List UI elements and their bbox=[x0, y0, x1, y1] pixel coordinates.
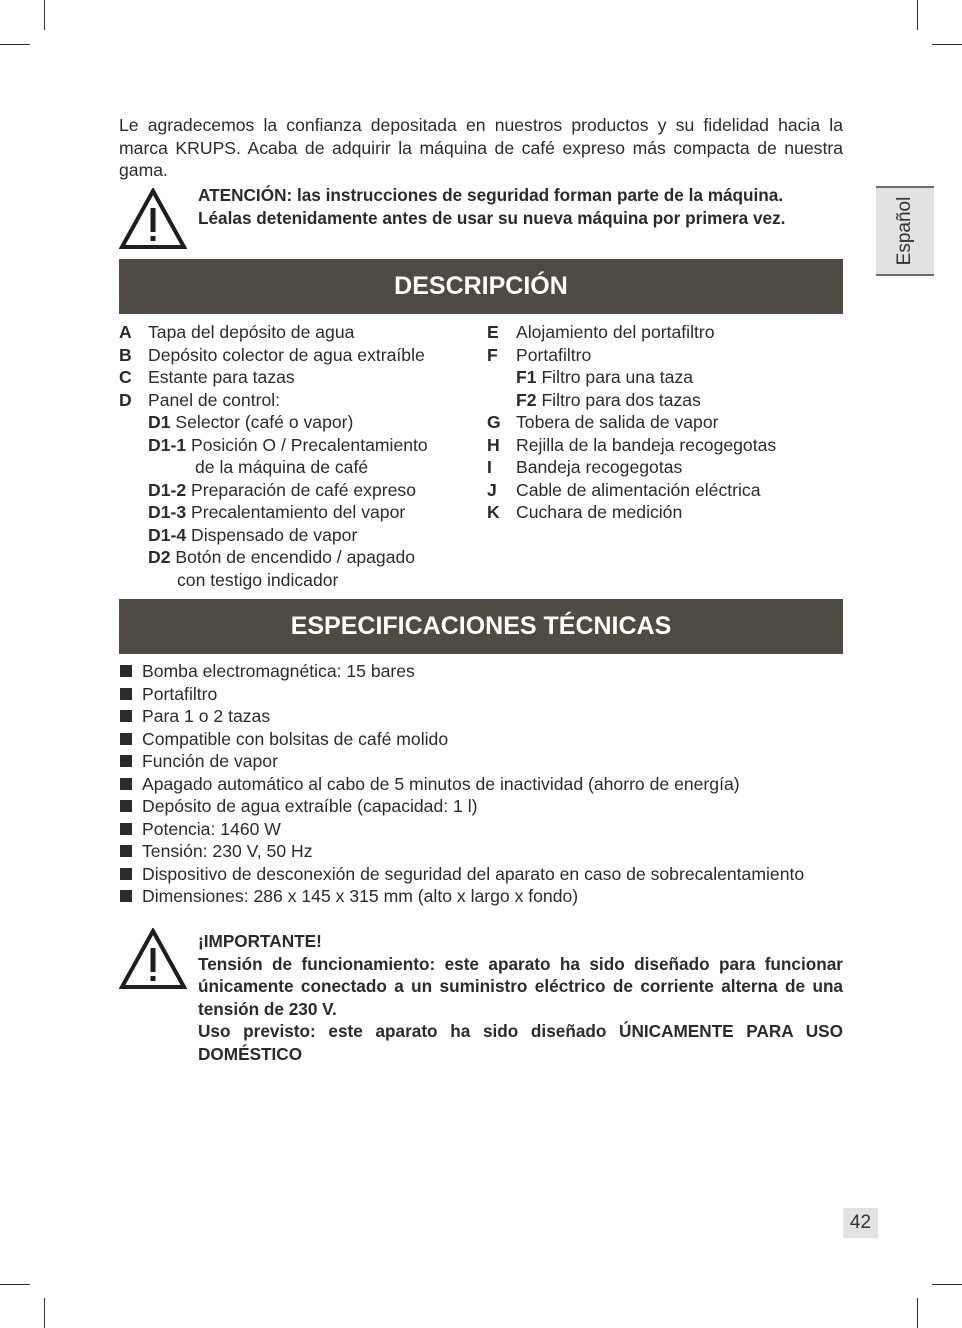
intro-paragraph: Le agradecemos la confianza depositada en nuestros productos y su fidelidad hacia la marca KRUPS. Acaba de adquirir la máquina de café expreso más compacta de nuestra gama. bbox=[119, 115, 843, 180]
bullet-square-icon bbox=[120, 710, 132, 722]
list-subitem: D1-1 Posición O / Precalentamiento bbox=[148, 434, 428, 455]
crop-mark bbox=[44, 0, 45, 30]
language-tab bbox=[876, 186, 934, 276]
spec-item: Depósito de agua extraíble (capacidad: 1 l) bbox=[119, 795, 859, 818]
bullet-square-icon bbox=[120, 688, 132, 700]
warning-triangle-icon bbox=[119, 188, 187, 250]
list-subitem: D1-4 Dispensado de vapor bbox=[148, 524, 358, 545]
list-subitem: D1 Selector (café o vapor) bbox=[148, 412, 354, 432]
attention-note bbox=[198, 184, 843, 229]
spec-item: Potencia: 1460 W bbox=[119, 818, 859, 841]
attention-line-1: ATENCIÓN: las instrucciones de seguridad forman parte de la máquina. bbox=[198, 185, 784, 205]
spec-item: Dispositivo de desconexión de seguridad del aparato en caso de sobrecalentamiento bbox=[119, 863, 859, 886]
important-heading: ¡IMPORTANTE! bbox=[198, 931, 322, 951]
spec-item: Bomba electromagnética: 15 bares bbox=[119, 660, 859, 683]
important-use: Uso previsto: este aparato ha sido diseñado ÚNICAMENTE PARA USO DOMÉSTICO bbox=[198, 1021, 843, 1064]
spec-item: Portafiltro bbox=[119, 683, 859, 706]
list-item: G Tobera de salida de vapor bbox=[487, 412, 719, 432]
crop-mark bbox=[0, 1284, 30, 1285]
list-item: F Portafiltro bbox=[487, 344, 592, 365]
list-subitem: F2 Filtro para dos tazas bbox=[516, 389, 701, 410]
list-subitem-continuation: con testigo indicador bbox=[177, 569, 339, 590]
spec-item: Tensión: 230 V, 50 Hz bbox=[119, 840, 859, 863]
spec-item: Dimensiones: 286 x 145 x 315 mm (alto x largo x fondo) bbox=[119, 885, 859, 908]
list-item: A Tapa del depósito de agua bbox=[119, 322, 355, 342]
list-item: H Rejilla de la bandeja recogegotas bbox=[487, 434, 777, 455]
specs-heading: ESPECIFICACIONES TÉCNICAS bbox=[119, 599, 843, 654]
crop-mark bbox=[917, 0, 918, 30]
crop-mark bbox=[917, 1298, 918, 1328]
bullet-square-icon bbox=[120, 890, 132, 902]
bullet-square-icon bbox=[120, 845, 132, 857]
list-subitem-continuation: de la máquina de café bbox=[195, 457, 369, 477]
description-list-left bbox=[119, 321, 479, 591]
list-subitem: D1-3 Precalentamiento del vapor bbox=[148, 502, 406, 522]
list-item: D Panel de control: bbox=[119, 389, 281, 410]
bullet-square-icon bbox=[120, 665, 132, 677]
bullet-square-icon bbox=[120, 800, 132, 812]
bullet-square-icon bbox=[120, 755, 132, 767]
bullet-square-icon bbox=[120, 778, 132, 790]
description-list-right bbox=[487, 321, 843, 524]
crop-mark bbox=[932, 44, 962, 45]
bullet-square-icon bbox=[120, 868, 132, 880]
crop-mark bbox=[932, 1284, 962, 1285]
crop-mark bbox=[0, 44, 30, 45]
list-item: I Bandeja recogegotas bbox=[487, 457, 683, 477]
description-heading: DESCRIPCIÓN bbox=[119, 259, 843, 314]
specs-list bbox=[119, 660, 859, 908]
crop-mark bbox=[44, 1298, 45, 1328]
important-note bbox=[198, 930, 843, 1065]
spec-item: Para 1 o 2 tazas bbox=[119, 705, 859, 728]
attention-line-2: Léalas detenidamente antes de usar su nueva máquina por primera vez. bbox=[198, 207, 786, 228]
list-subitem: D1-2 Preparación de café expreso bbox=[148, 479, 416, 500]
warning-triangle-icon bbox=[119, 928, 187, 990]
bullet-square-icon bbox=[120, 823, 132, 835]
list-item: B Depósito colector de agua extraíble bbox=[119, 344, 425, 365]
language-tab-label: Español bbox=[894, 196, 915, 266]
important-voltage: Tensión de funcionamiento: este aparato ha sido diseñado para funcionar únicamente conectado a un suministro eléctrico de corriente alterna de una tensión de 230 V. bbox=[198, 953, 843, 1019]
list-subitem: F1 Filtro para una taza bbox=[516, 367, 694, 387]
list-item: K Cuchara de medición bbox=[487, 502, 683, 522]
list-item: J Cable de alimentación eléctrica bbox=[487, 479, 761, 500]
list-item: C Estante para tazas bbox=[119, 367, 295, 387]
list-subitem: D2 Botón de encendido / apagado bbox=[148, 547, 416, 567]
page-number: 42 bbox=[843, 1208, 878, 1238]
list-item: E Alojamiento del portafiltro bbox=[487, 322, 715, 342]
spec-item: Función de vapor bbox=[119, 750, 859, 773]
bullet-square-icon bbox=[120, 733, 132, 745]
spec-item: Apagado automático al cabo de 5 minutos de inactividad (ahorro de energía) bbox=[119, 773, 859, 796]
spec-item: Compatible con bolsitas de café molido bbox=[119, 728, 859, 751]
